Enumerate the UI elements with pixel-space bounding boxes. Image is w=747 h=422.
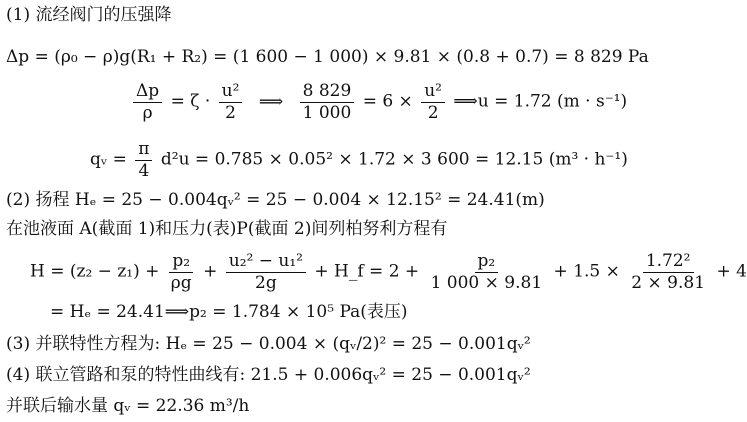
section-3-parallel: (3) 并联特性方程为: Hₑ = 25 − 0.004 × (qᵥ/2)² = 25 − 0.001qᵥ² (6, 334, 531, 354)
pressure-drop-equation: Δp = (ρ₀ − ρ)g(R₁ + R₂) = (1 600 − 1 000) × 9.81 × (0.8 + 0.7) = 8 829 Pa (6, 47, 649, 67)
fraction-dp-rho: $\frac{\Delta p}{\rho}$ (133, 82, 162, 122)
fraction-velocity-head: $\frac{\text{u₂² − u₁²}}{2g}$ (226, 252, 306, 292)
fraction-u2-2b: $\frac{\text{u²}}{2}$ (421, 82, 445, 122)
fraction-pi-4: $\frac{\pi}{4}$ (135, 140, 152, 180)
fraction-8829-1000: $\frac{8 829}{1 000}$ (300, 82, 355, 122)
section-1-heading: (1) 流经阀门的压强降 (6, 5, 172, 25)
section-4-combined: (4) 联立管路和泵的特性曲线有: 21.5 + 0.006qᵥ² = 25 − 0.001qᵥ² (6, 365, 531, 385)
velocity-equation: $\frac{\Delta p}{\rho}$ = ζ · $\frac{\text{u²}}{2}$ ⟹ $\frac{8 829}{1 000}$ = 6 × $\frac{\text{u²}}{2}$ ⟹u = 1.72 (m · s⁻¹) (130, 82, 627, 122)
flow-rate-equation: qᵥ = $\frac{\pi}{4}$ d²u = 0.785 × 0.05² × 1.72 × 3 600 = 12.15 (m³ · h⁻¹) (90, 139, 628, 181)
fraction-u2-2: $\frac{\text{u²}}{2}$ (219, 82, 243, 122)
bernoulli-intro: 在池液面 A(截面 1)和压力(表)P(截面 2)间列柏努利方程有 (6, 219, 448, 239)
fraction-p2-rhog: $\frac{\text{p₂}}{\rho g}$ (170, 251, 192, 293)
fraction-velocity-value: $\frac{\text{1.72²}}{2 \times 9.81}$ (631, 251, 706, 293)
fraction-p2-value: $\frac{\text{p₂}}{1 000 \times 9.81}$ (430, 251, 543, 293)
section-2-head: (2) 扬程 Hₑ = 25 − 0.004qᵥ² = 25 − 0.004 × 12.15² = 24.41(m) (6, 190, 545, 210)
pressure-result: = Hₑ = 24.41⟹p₂ = 1.784 × 10⁵ Pa(表压) (50, 302, 408, 322)
bernoulli-equation: H = (z₂ − z₁) + $\frac{\text{p₂}}{\rho g}$ + $\frac{\text{u₂² − u₁²}}{2g}$ + H_f = 2 + $\frac{\text{p₂}}{1 000 \times 9.81}$ + 1.5 × $\frac{\text{1.72²}}{2 \times 9.81}$ + 4 (30, 251, 747, 293)
parallel-flow-result: 并联后输水量 qᵥ = 22.36 m³/h (6, 396, 250, 416)
